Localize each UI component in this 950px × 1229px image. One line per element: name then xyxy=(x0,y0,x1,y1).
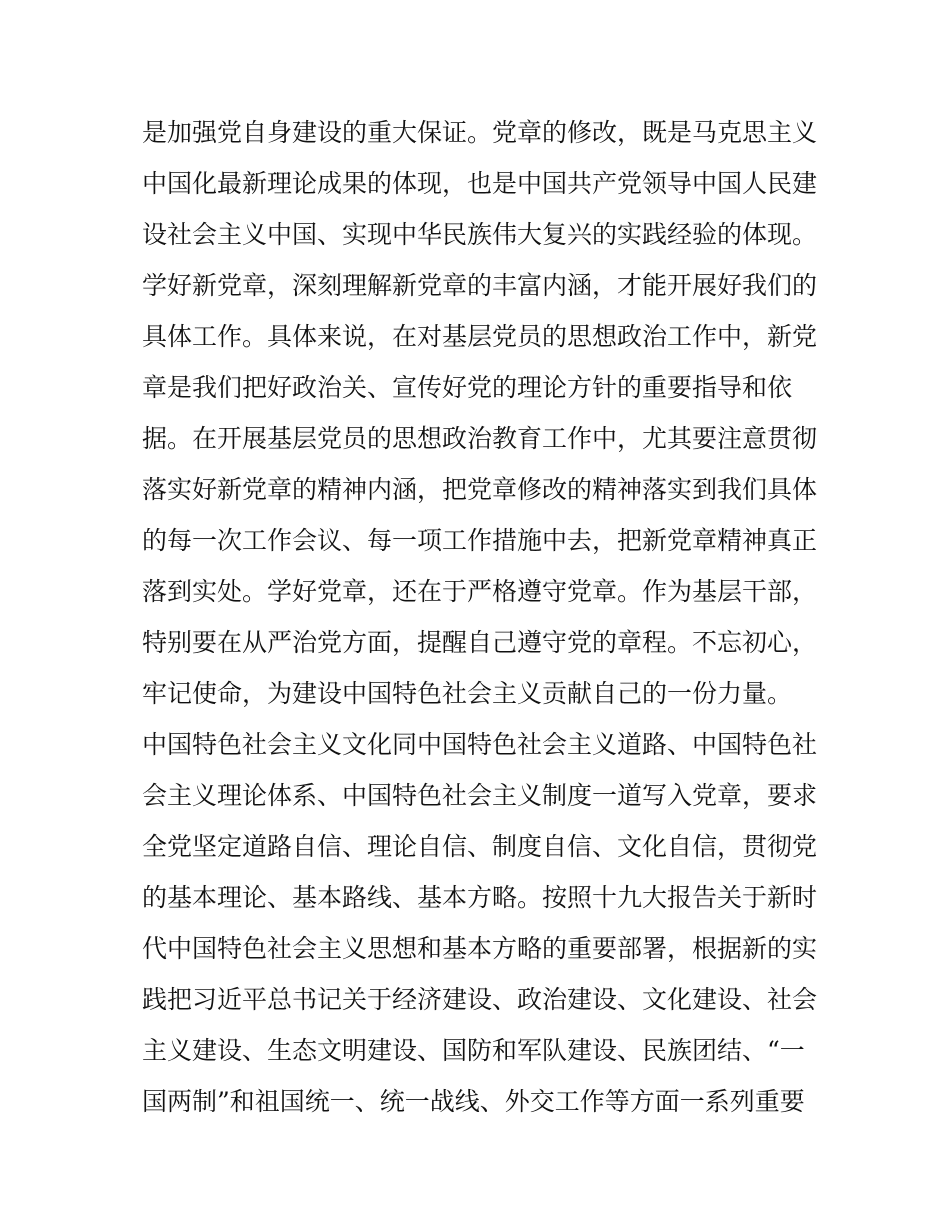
text-line: 学好新党章，深刻理解新党章的丰富内涵，才能开展好我们的 xyxy=(142,271,818,300)
text-line: 全党坚定道路自信、理论自信、制度自信、文化自信，贯彻党 xyxy=(142,832,818,861)
text-line: 牢记使命，为建设中国特色社会主义贡献自己的一份力量。 xyxy=(142,679,793,708)
text-line: 主义建设、生态文明建设、国防和军队建设、民族团结、“一 xyxy=(142,1036,805,1065)
text-line: 中国化最新理论成果的体现，也是中国共产党领导中国人民建 xyxy=(142,169,818,198)
text-line: 是加强党自身建设的重大保证。党章的修改，既是马克思主义 xyxy=(142,118,818,147)
text-line: 具体工作。具体来说，在对基层党员的思想政治工作中，新党 xyxy=(142,322,818,351)
text-line: 章是我们把好政治关、宣传好党的理论方针的重要指导和依 xyxy=(142,373,793,402)
body-text xyxy=(142,107,822,1127)
text-line: 代中国特色社会主义思想和基本方略的重要部署，根据新的实 xyxy=(142,934,818,963)
text-line: 落到实处。学好党章，还在于严格遵守党章。作为基层干部， xyxy=(142,577,818,606)
text-line: 国两制”和祖国统一、统一战线、外交工作等方面一系列重要 xyxy=(142,1087,805,1116)
text-line: 中国特色社会主义文化同中国特色社会主义道路、中国特色社 xyxy=(142,730,818,759)
text-line: 践把习近平总书记关于经济建设、政治建设、文化建设、社会 xyxy=(142,985,818,1014)
text-line: 落实好新党章的精神内涵，把党章修改的精神落实到我们具体 xyxy=(142,475,818,504)
text-line: 据。在开展基层党员的思想政治教育工作中，尤其要注意贯彻 xyxy=(142,424,818,453)
text-line: 设社会主义中国、实现中华民族伟大复兴的实践经验的体现。 xyxy=(142,220,818,249)
text-line: 的每一次工作会议、每一项工作措施中去，把新党章精神真正 xyxy=(142,526,818,555)
text-line: 的基本理论、基本路线、基本方略。按照十九大报告关于新时 xyxy=(142,883,818,912)
text-line: 会主义理论体系、中国特色社会主义制度一道写入党章，要求 xyxy=(142,781,818,810)
text-line: 特别要在从严治党方面，提醒自己遵守党的章程。不忘初心， xyxy=(142,628,818,657)
